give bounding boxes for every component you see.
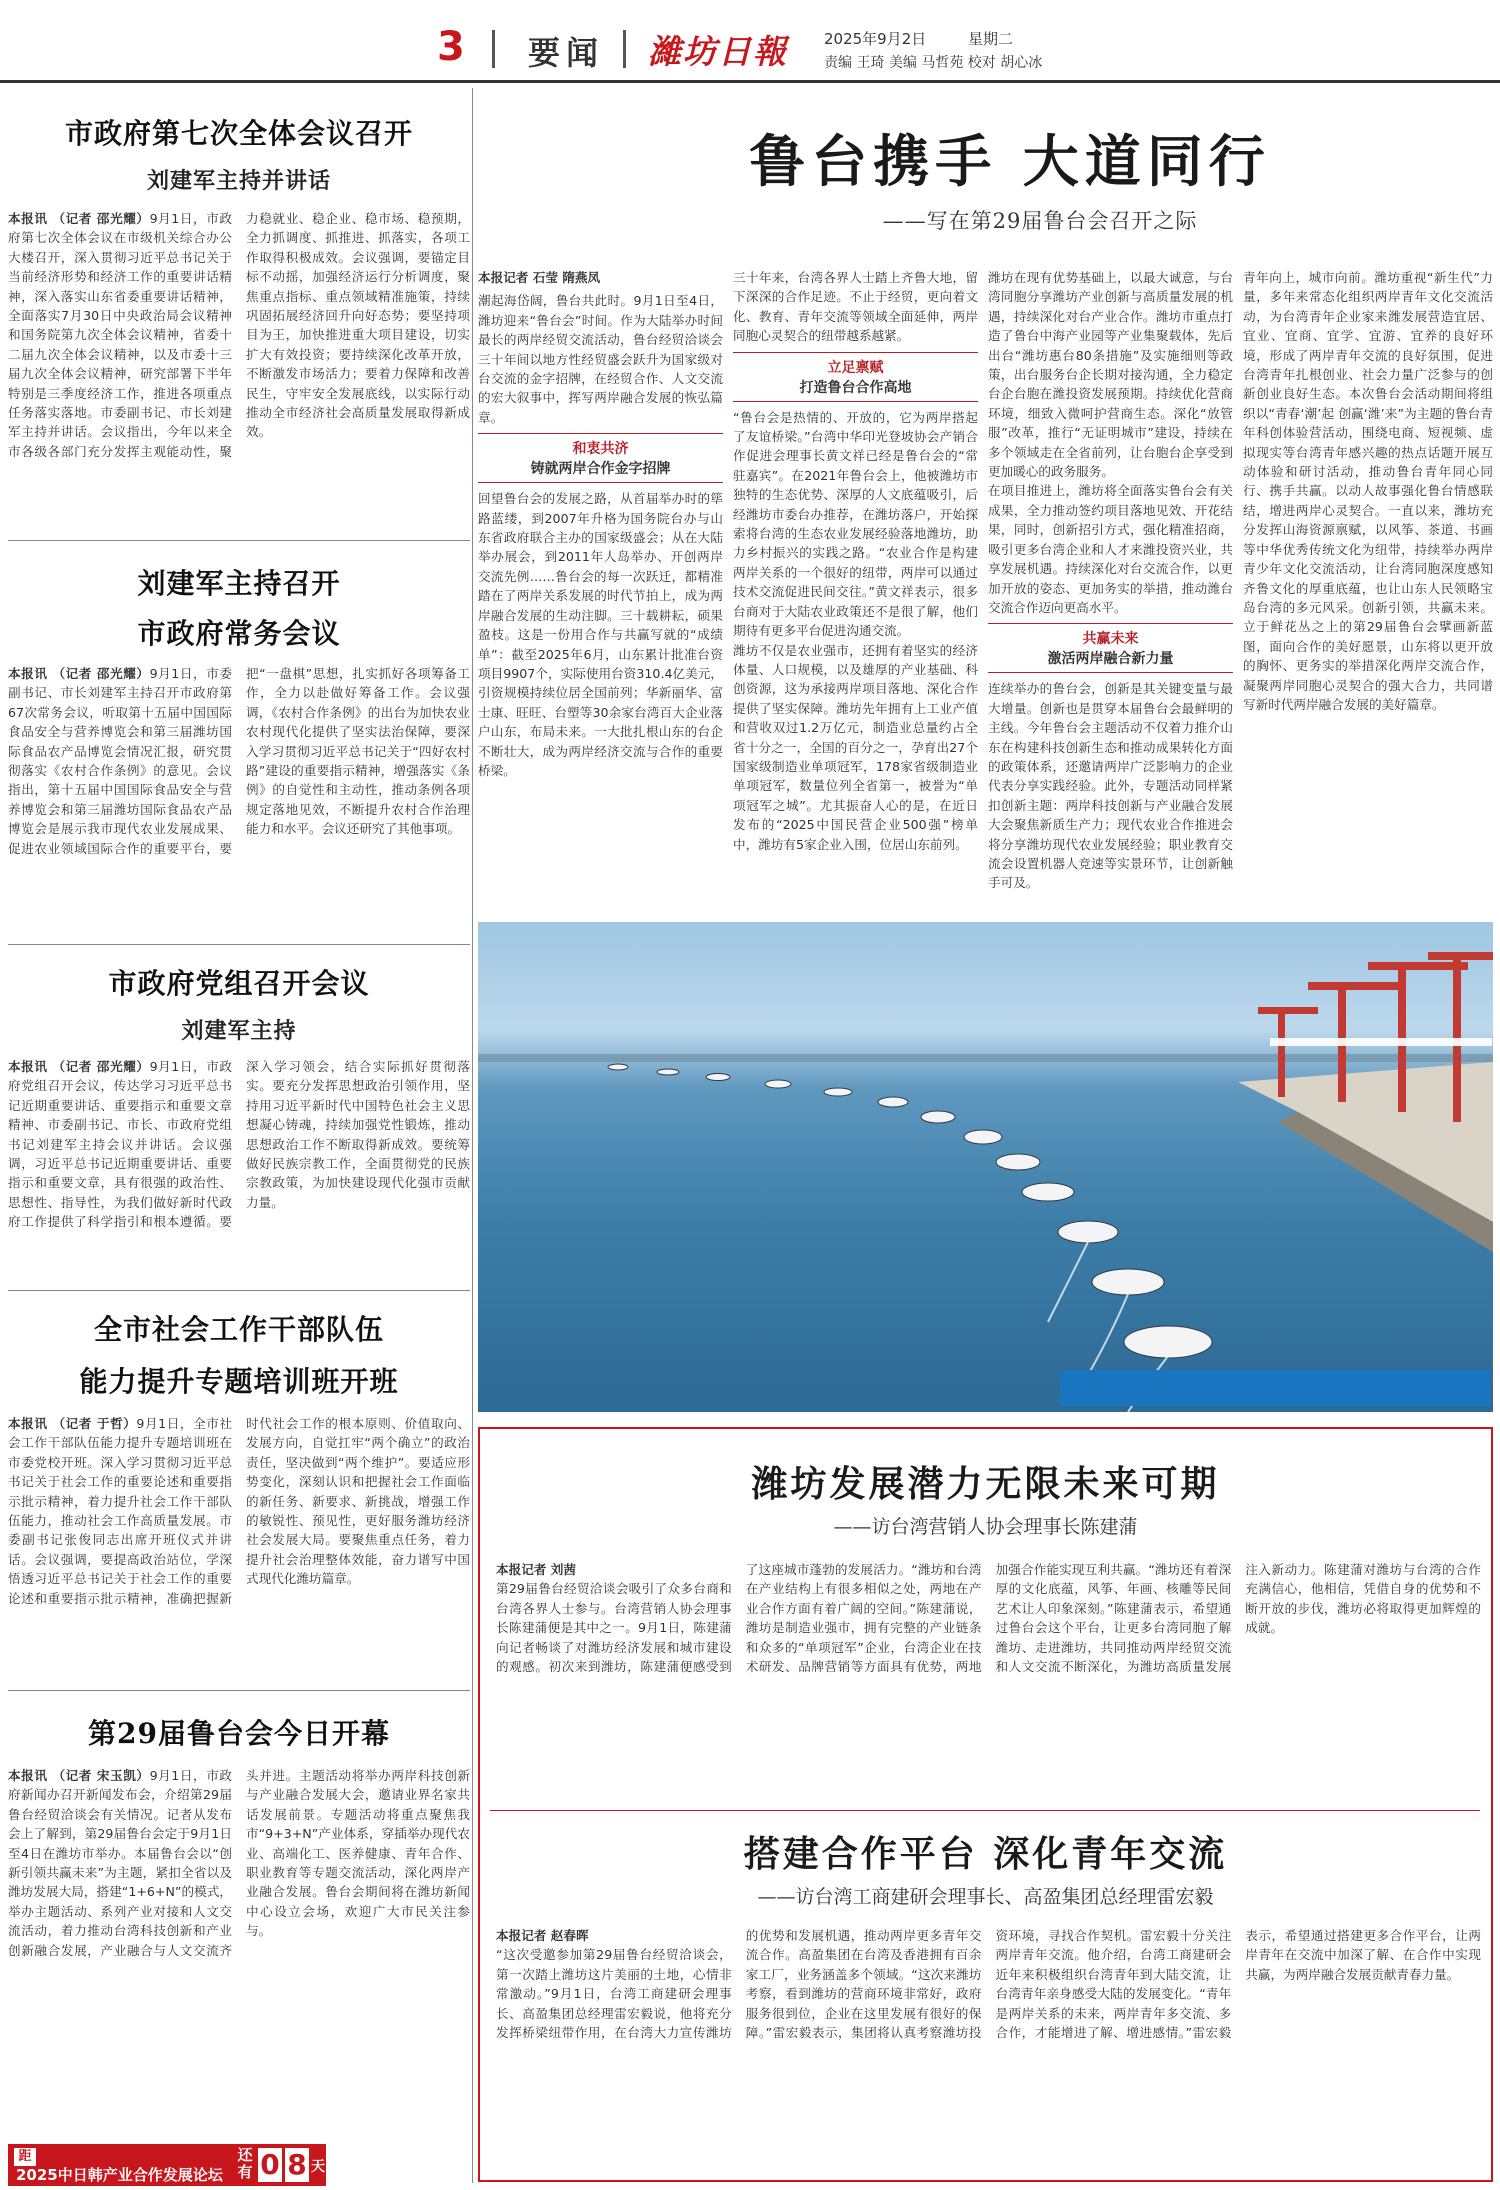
issue-weekday: 星期二 bbox=[968, 30, 1014, 48]
article-party-group-meeting bbox=[8, 962, 470, 1289]
countdown-unit: 天 bbox=[311, 2159, 325, 2175]
article-divider bbox=[8, 1290, 470, 1291]
article-body: 本报讯 （记者 邵光耀）9月1日，市政府党组召开会议，传达学习习近平总书记近期重要讲话、重要指示和重要文章精神、市委副书记、市长、市政府党组书记刘建军主持会议并讲话。会议强调，习近平总书记近期重要讲话、重要指示和重要文章，具有很强的政治性、思想性、指导性，为我们做好新时代政府工作提供了科学指引和根本遵循。要深入学习领会，结合实际抓好贯彻落实。要充分发挥思想政治引领作用，坚持用习近平新时代中国特色社会主义思想凝心铸魂，持续加强党性锻炼，推动思想政治工作不断取得新成效。要统筹做好民族宗教工作，全面贯彻党的民族宗教政策，为加快建设现代化强市贡献力量。 bbox=[8, 1059, 470, 1230]
campaign-banner bbox=[1060, 1370, 1490, 1406]
lead-column-1: 本报记者 石莹 隋燕凤 潮起海岱阔，鲁台共此时。9月1日至4日，潍坊迎来“鲁台会”时间。作为大陆举办时间最长的两岸经贸交流活动，鲁台经贸洽谈会三十年间以地方性经贸盛会跃升为国家级对台交流的金字招牌，在经贸合作、人文交流的宏大叙事中，挥写两岸融合发展的恢弘篇章。 和衷共济 铸就两岸合作金字招牌 回望鲁台会的发展之路，从首届举办时的筚路蓝缕，到2007年升格为国务院台办与山东省政府联合主办的国家级盛会；从在大陆举办展会，到2011年人岛举办、开创两岸交流先例……鲁台会的每一次跃迁，都精准踏在了两岸关系发展的时代节拍上，成为两岸融合发展的生动注脚。三十载耕耘，硕果盈枝。这是一份用合作与共赢写就的“成绩单”：截至2025年6月，山东累计批准台资项目9907个，实际使用台资310.4亿美元，引资规模持续位居全国前列；华新丽华、富士康、旺旺、台塑等30余家台湾百大企业落户山东，布局未来。一大批扎根山东的台企不断壮大，成为两岸经济交流与合作的重要桥梁。 bbox=[478, 270, 723, 778]
masthead bbox=[0, 0, 1500, 78]
countdown-digit-ones: 8 bbox=[285, 2148, 309, 2182]
interview-1-headline: 潍坊发展潜力无限未来可期 bbox=[751, 1463, 1220, 1505]
headline: 第29届鲁台会今日开幕 bbox=[88, 1717, 390, 1750]
article-body: 本报讯 （记者 宋玉凯）9月1日，市政府新闻办召开新闻发布会，介绍第29届鲁台经贸洽谈会有关情况。记者从发布会上了解到，第29届鲁台会定于9月1日至4日在潍坊市举办。本届鲁台会以“创新引领共赢未来”为主题，紧扣全省以及潍坊发展大局，搭建“1+6+N”的模式，举办主题活动、系列产业对接和人文交流活动，着力推动台湾科技创新和产业创新融合发展，产业融合与人文交流齐头并进。主题活动将举办两岸科技创新与产业融合发展大会，邀请业界名家共话发展前景。专题活动将重点聚焦我市“9+3+N”产业体系，穿插举办现代农业、高端化工、医养健康、青年合作、职业教育等专题交流活动，深化两岸产业融合发展。鲁台会期间将在潍坊新闻中心设立会场，欢迎广大市民关注参与。 bbox=[8, 1768, 470, 1958]
issue-date: 2025年9月2日 bbox=[824, 30, 927, 48]
countdown-banner bbox=[8, 2144, 326, 2186]
article-body: 本报讯 （记者 邵光耀）9月1日，市委副书记、市长刘建军主持召开市政府第67次常务会议，听取第十五届中国国际食品安全与营养博览会和第三届潍坊国际食品农产品博览会情况汇报，研究贯彻落实《农村合作条例》的意见。会议指出，第十五届中国国际食品安全与营养博览会和第三届潍坊国际食品农产品博览会是展示我市现代农业发展成果、促进农业领域国际合作的重要平台，要把“一盘棋”思想，扎实抓好各项筹备工作，全力以赴做好筹备工作。会议强调，《农村合作条例》的出台为加快农业农村现代化提供了坚实法治保障，要深入学习贯彻习近平总书记关于“四好农村路”建设的重要指示精神，增强落实《条例》的自觉性和主动性，推动条例各项规定落地见效，不断提升农村合作治理能力和水平。会议还研究了其他事项。 bbox=[8, 666, 470, 856]
lead-subheadline: ——写在第29届鲁台会召开之际 bbox=[882, 209, 1198, 233]
section-name: 要闻 bbox=[528, 34, 605, 72]
byline: 本报记者 石莹 隋燕凤 bbox=[478, 270, 601, 285]
section-subhead-2: 立足禀赋 打造鲁台合作高地 bbox=[733, 352, 978, 402]
subheadline: 刘建军主持 bbox=[181, 1018, 297, 1044]
byline: 本报讯 （记者 邵光耀） bbox=[8, 211, 150, 226]
byline: 本报讯 （记者 邵光耀） bbox=[8, 666, 150, 681]
divider bbox=[623, 30, 626, 68]
interview-2-headline: 搭建合作平台 深化青年交流 bbox=[743, 1833, 1228, 1875]
article-body: 本报讯 （记者 于哲）9月1日，全市社会工作干部队伍能力提升专题培训班在市委党校开班。深入学习贯彻习近平总书记关于社会工作的重要论述和重要指示批示精神，着力提升社会工作干部队伍能力，推动社会工作高质量发展。市委副书记张俊同志出席开班仪式并讲话。会议强调，要提高政治站位，学深悟透习近平总书记关于社会工作的重要论述和重要指示批示精神，准确把握新时代社会工作的根本原则、价值取向、发展方向，自觉扛牢“两个确立”的政治责任，坚决做到“两个维护”。要适应形势变化，深刻认识和把握社会工作面临的新任务、新要求、新挑战，增强工作的敏锐性、预见性，更好服务潍坊经济社会发展大局。要聚焦重点任务，着力提升社会治理整体效能，奋力谱写中国式现代化潍坊篇章。 bbox=[8, 1416, 470, 1606]
interview-1-subheadline: ——访台湾营销人协会理事长陈建蒲 bbox=[833, 1516, 1138, 1538]
article-divider bbox=[8, 944, 470, 945]
newspaper-logo: 濰坊日報 bbox=[648, 32, 788, 71]
divider bbox=[492, 30, 495, 68]
column-divider bbox=[472, 88, 473, 2183]
article-social-work-training bbox=[8, 1308, 470, 1686]
subheadline: 刘建军主持并讲话 bbox=[146, 168, 331, 194]
countdown-tag: 距 bbox=[14, 2148, 36, 2166]
interview-divider bbox=[490, 1810, 1480, 1811]
byline: 本报讯 （记者 宋玉凯） bbox=[8, 1768, 150, 1783]
headline-line2: 能力提升专题培训班开班 bbox=[79, 1365, 399, 1398]
article-divider bbox=[8, 540, 470, 541]
lead-column-4: 青年向上，城市向前。潍坊重视“新生代”力量，多年来常态化组织两岸青年文化交流活动，为台湾青年企业家来潍发展营造宜居、宜业、宜商、宜学、宜游、宜养的良好环境，形成了两岸青年交流的良好氛围，促进台湾青年扎根创业、社会力量广泛参与的创新创业良好生态。本次鲁台会活动期间将组织以“青春‘潮’起 创赢‘潍’来”为主题的鲁台青年科创体验营活动，围绕电商、短视频、虚拟现实等台湾青年感兴趣的热点话题开展互动体验和研讨活动，推动鲁台青年同心同行、携手共赢。以动人故事强化鲁台情感联结，增进两岸心灵契合。一直以来，潍坊充分发挥山海资源禀赋，以风筝、茶道、书画等中华优秀传统文化为纽带，持续举办两岸青少年文化交流活动，让台湾同胞深度感知齐鲁文化的厚重底蕴，也让山东人民领略宝岛台湾的多元风采。创新引领，共赢未来。立于鲜花丛之上的第29届鲁台会擘画新蓝图，面向合作的美好愿景，山东将以更开放的胸怀、更务实的举措深化两岸交流合作，凝聚两岸同胞心灵契合的强大合力，共同谱写新时代两岸融合发展的美好篇章。 bbox=[1243, 270, 1493, 712]
lead-column-2: 三十年来，台湾各界人士踏上齐鲁大地，留下深深的合作足迹。不止于经贸，更向着文化、教育、青年交流等领域全面延伸，两岸同胞心灵契合的纽带越系越紧。 立足禀赋 打造鲁台合作高地 “鲁台会是热情的、开放的，它为两岸搭起了友谊桥梁。”台湾中华印光登坡协会产销合作促进会理事长黄文祥已经是鲁台会的“常驻嘉宾”。在2021年鲁台会上，他被潍坊市独特的生态优势、深厚的人文底蕴吸引，后经潍坊市委台办推荐，在潍坊落户，开始探索将台湾的生态农业发展经验落地潍坊，助力乡村振兴的实践之路。“农业合作是构建两岸关系的一个很好的纽带，两岸可以通过技术交流促进民间交往。”黄文祥表示，很多台商对于大陆农业政策还不是很了解，他们期待有更多平台促进沟通交流。 潍坊不仅是农业强市，还拥有着坚实的经济体量、人口规模，以及雄厚的产业基础、科创资源，这为承接两岸项目落地、深化合作提供了坚实保障。潍坊先年拥有上工业产值和营收双过1.2万亿元，制造业总量约占全省十分之一，全国的百分之一，孕育出27个国家级制造业单项冠军，178家省级制造业单项冠军，数量位列全省第一，被誉为“单项冠军之城”。尤其振奋人心的是，在近日发布的“2025中国民营企业500强”榜单中，潍坊有5家企业入围，位居山东前列。 bbox=[733, 270, 978, 852]
page-number: 3 bbox=[437, 24, 465, 70]
masthead-rule bbox=[0, 80, 1500, 83]
headline: 市政府第七次全体会议召开 bbox=[64, 117, 413, 150]
headline: 市政府党组召开会议 bbox=[108, 967, 370, 1000]
article-city-gov-plenary bbox=[8, 112, 470, 559]
article-body: 本报讯 （记者 邵光耀）9月1日，市政府第七次全体会议在市级机关综合办公大楼召开，深入贯彻习近平总书记关于当前经济形势和经济工作的重要讲话精神，深入落实山东省委重要讲话精神，全面落实7月30日中央政治局会议精神和国务院第九次全体会议精神，省委十二届九次全体会议精神，以及市委十三届九次全体会议精神，研究部署下半年特别是三季度经济工作，推进各项重点任务落实落地。市委副书记、市长刘建军主持并讲话。会议指出，今年以来全市各级各部门充分发挥主观能动性，聚力稳就业、稳企业、稳市场、稳预期，全力抓调度、抓推进、抓落实，各项工作取得积极成效。会议强调，要锚定目标不动摇，加强经济运行分析调度，聚焦重点指标、重点领域精准施策，持续巩固拓展经济回升向好态势；要坚持项目为王，加快推进重大项目建设，切实扩大有效投资；要持续深化改革开放，不断激发市场活力；要着力保障和改善民生，守牢安全发展底线，以实际行动推动全市经济社会高质量发展取得新成效。 bbox=[8, 211, 470, 459]
interview-1-body: 本报记者 刘茜 第29届鲁台经贸洽谈会吸引了众多台商和台湾各界人士参与。台湾营销人协会理事长陈建蒲便是其中之一。9月1日，陈建蒲向记者畅谈了对潍坊经济发展和城市建设的观感。初次来到潍坊，陈建蒲便感受到了这座城市蓬勃的发展活力。“潍坊和台湾在产业结构上有很多相似之处，两地在产业合作方面有着广阔的空间。”陈建蒲说，潍坊是制造业强市，拥有完整的产业链条和众多的“单项冠军”企业，台湾企业在技术研发、品牌营销等方面具有优势，两地加强合作能实现互利共赢。“潍坊还有着深厚的文化底蕴，风筝、年画、核雕等民间艺术让人印象深刻。”陈建蒲表示，希望通过鲁台会这个平台，让更多台湾同胞了解潍坊、走进潍坊，共同推动两岸经贸交流和人文交流不断深化，为潍坊高质量发展注入新动力。陈建蒲对潍坊与台湾的合作充满信心，他相信，凭借自身的优势和不断开放的步伐，潍坊必将取得更加辉煌的成就。 bbox=[496, 1562, 1481, 1675]
headline: 全市社会工作干部队伍 bbox=[93, 1313, 384, 1346]
fishing-fleet-illustration bbox=[478, 922, 1493, 1412]
lead-column-3: 潍坊在现有优势基础上，以最大诚意，与台湾同胞分享潍坊产业创新与高质量发展的机遇，持续深化对台产业合作。潍坊市重点打造了鲁台中海产业园等产业集聚载体，先后出台“潍坊惠台80条措施”及实施细则等政策，出台服务台企长期对接沟通，全力稳定台企台胞在潍投资发展预期。持续优化营商环境，细致入微呵护营商生态。深化“放管服”改革，推行“无证明城市”建设，持续在多个领域走在全省前列，让台胞台企享受到更加暖心的政务服务。 在项目推进上，潍坊将全面落实鲁台会有关成果，全力推动签约项目落地见效、开花结果，同时，创新招引方式，强化精准招商，吸引更多台湾企业和人才来潍投资兴业，共享发展机遇。持续深化对台交流合作，以更加开放的姿态、更加务实的举措，推动潍台交流合作迈向更高水平。 共赢未来 激活两岸融合新力量 连续举办的鲁台会，创新是其关键变量与最大增量。创新也是贯穿本届鲁台会最鲜明的主线。今年鲁台会主题活动不仅着力推介山东在构建科技创新生态和推动成果转化方面的政策体系，还邀请两岸广泛影响力的企业代表分享实践经验。此外，专题活动同样紧扣创新主题：两岸科技创新与产业融合发展大会聚焦新质生产力；现代农业合作推进会将分享潍坊现代农业发展经验；职业教育交流会设置机器人竞速等实景环节，让创新触手可及。 bbox=[988, 270, 1233, 891]
section-subhead-1: 和衷共济 铸就两岸合作金字招牌 bbox=[478, 433, 723, 483]
byline: 本报讯 （记者 邵光耀） bbox=[8, 1059, 150, 1074]
headline-line2: 市政府常务会议 bbox=[137, 617, 341, 650]
photo-caption bbox=[1270, 1038, 1492, 1046]
article-executive-meeting bbox=[8, 562, 470, 974]
lead-headline: 鲁台携手 大道同行 bbox=[749, 129, 1271, 195]
byline: 本报记者 刘茜 bbox=[496, 1562, 576, 1577]
headline: 刘建军主持召开 bbox=[137, 567, 341, 600]
byline: 本报记者 赵春晖 bbox=[496, 1928, 589, 1943]
section-subhead-3: 共赢未来 激活两岸融合新力量 bbox=[988, 623, 1233, 673]
editors-line: 责编 王琦 美编 马哲苑 校对 胡心冰 bbox=[824, 55, 1043, 71]
fishing-fleet-photo bbox=[478, 922, 1493, 1412]
interview-2-subheadline: ——访台湾工商建研会理事长、高盈集团总经理雷宏毅 bbox=[757, 1886, 1214, 1908]
countdown-digit-tens: 0 bbox=[258, 2148, 282, 2182]
interview-2-body: 本报记者 赵春晖 “这次受邀参加第29届鲁台经贸洽谈会，第一次踏上潍坊这片美丽的土地，心情非常激动。”9月1日，台湾工商建研会理事长、高盈集团总经理雷宏毅说，他将充分发挥桥梁纽带作用，在台湾大力宣传潍坊的优势和发展机遇，推动两岸更多青年交流合作。高盈集团在台湾及香港拥有百余家工厂，业务涵盖多个领域。“这次来潍坊考察，看到潍坊的营商环境非常好，政府服务很到位，企业在这里发展有很好的保障。”雷宏毅表示，集团将认真考察潍坊投资环境，寻找合作契机。雷宏毅十分关注两岸青年交流。他介绍，台湾工商建研会近年来积极组织台湾青年到大陆交流，让台湾青年亲身感受大陆的发展变化。“青年是两岸关系的未来，两岸青年多交流、多合作，才能增进了解、增进感情。”雷宏毅表示，希望通过搭建更多合作平台，让两岸青年在交流中加深了解、在合作中实现共赢，为两岸融合发展贡献青春力量。 bbox=[496, 1928, 1481, 2041]
byline: 本报讯 （记者 于哲） bbox=[8, 1416, 137, 1431]
countdown-event: 2025中日韩产业合作发展论坛 bbox=[16, 2166, 223, 2184]
countdown-still: 还有 bbox=[237, 2146, 253, 2181]
article-lutai-opens-today bbox=[8, 1712, 470, 2154]
article-divider bbox=[8, 1690, 470, 1691]
